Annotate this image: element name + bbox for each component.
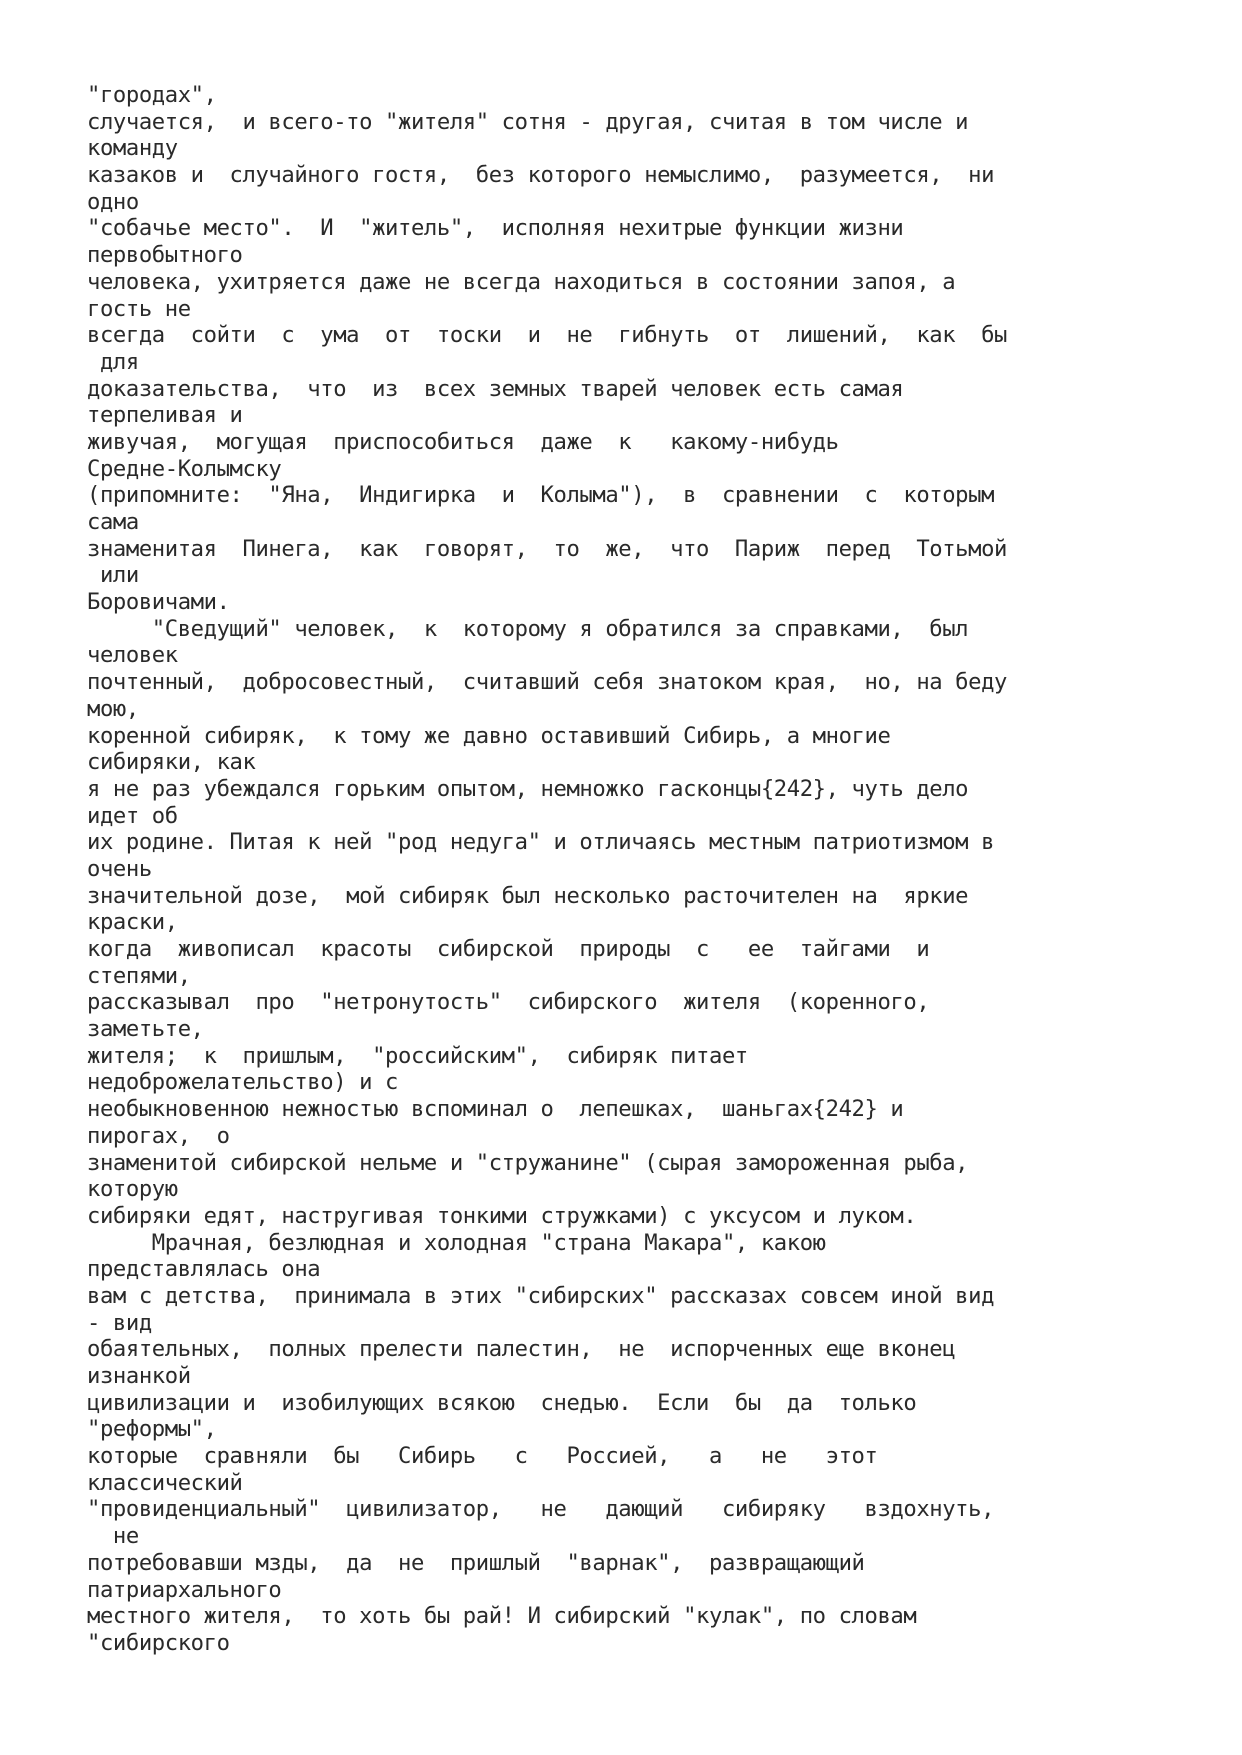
text-line: заметьте, [87, 1016, 204, 1043]
document-text [87, 82, 1207, 1657]
text-line: мою, [87, 695, 139, 722]
text-line: всегда сойти с ума от тоски и не гибнуть от лишений, как бы [87, 322, 1008, 349]
text-line: человек [87, 642, 178, 669]
text-line: вам с детства, принимала в этих "сибирских" рассказах совсем иной вид [87, 1282, 995, 1309]
text-line: степями, [87, 962, 191, 989]
text-line: идет об [87, 802, 178, 829]
text-line: одно [87, 188, 139, 215]
text-line: очень [87, 855, 152, 882]
text-line: необыкновенною нежностью вспоминал о лепешках, шаньгах{242} и [87, 1096, 904, 1123]
text-line: гость не [87, 295, 191, 322]
text-line: патриархального [87, 1576, 282, 1603]
text-line: казаков и случайного гостя, без которого немыслимо, разумеется, ни [87, 162, 995, 189]
text-line: "сибирского [87, 1629, 230, 1656]
text-line: жителя; к пришлым, "российским", сибиряк питает [87, 1042, 748, 1069]
text-line: живучая, могущая приспособиться даже к какому-нибудь [87, 428, 839, 455]
text-line: классический [87, 1469, 243, 1496]
text-line: терпеливая и [87, 402, 243, 429]
text-line: сибиряки, как [87, 749, 256, 776]
text-line: для [87, 348, 139, 375]
text-line: рассказывал про "нетронутость" сибирского жителя (коренного, [87, 989, 930, 1016]
text-line: изнанкой [87, 1363, 191, 1389]
text-line: знаменитая Пинега, как говорят, то же, что Париж перед Тотьмой [87, 535, 1008, 562]
text-line: почтенный, добросовестный, считавший себя знатоком края, но, на беду [87, 669, 1008, 696]
text-line: случается, и всего-то "жителя" сотня - другая, считая в том числе и [87, 108, 969, 135]
text-line: потребовавши мзды, да не пришлый "варнак", развращающий [87, 1549, 865, 1576]
text-line: коренной сибиряк, к тому же давно оставивший Сибирь, а многие [87, 722, 891, 749]
text-line: сама [87, 509, 139, 535]
text-line: Средне-Колымску [87, 455, 282, 482]
text-line: Мрачная, безлюдная и холодная "страна Макара", какою [87, 1229, 826, 1256]
text-line: Боровичами. [87, 589, 230, 616]
text-line: - вид [87, 1309, 152, 1336]
text-line: команду [87, 135, 178, 162]
text-line: "реформы", [87, 1416, 217, 1443]
text-line: значительной дозе, мой сибиряк был несколько расточителен на яркие [87, 882, 969, 909]
text-line: я не раз убеждался горьким опытом, немножко гасконцы{242}, чуть дело [87, 775, 969, 802]
text-line: цивилизации и изобилующих всякою снедью. Если бы да только [87, 1389, 917, 1416]
text-line: когда живописал красоты сибирской природы с ее тайгами и [87, 936, 930, 962]
text-line: "провиденциальный" цивилизатор, не дающий сибиряку вздохнуть, [87, 1496, 995, 1523]
text-line: "собачье место". И "житель", исполняя нехитрые функции жизни [87, 215, 904, 242]
text-line: сибиряки едят, настругивая тонкими стружками) с уксусом и луком. [87, 1202, 917, 1229]
text-line: "Сведущий" человек, к которому я обратился за справками, был [87, 615, 969, 642]
text-line: или [87, 562, 139, 589]
text-line: краски, [87, 909, 178, 936]
text-line: (припомните: "Яна, Индигирка и Колыма"), в сравнении с которым [87, 482, 995, 509]
text-line: их родине. Питая к ней "род недуга" и отличаясь местным патриотизмом в [87, 829, 995, 856]
text-line: местного жителя, то хоть бы рай! И сибирский "кулак", по словам [87, 1603, 917, 1630]
text-line: пирогах, о [87, 1122, 230, 1149]
text-line: обаятельных, полных прелести палестин, не испорченных еще вконец [87, 1336, 956, 1363]
text-line: первобытного [87, 242, 243, 269]
text-line: которую [87, 1176, 178, 1203]
text-line: не [87, 1523, 139, 1550]
text-line: недоброжелательство) и с [87, 1069, 398, 1096]
text-line: "городах", [87, 82, 217, 108]
text-line: человека, ухитряется даже не всегда находиться в состоянии запоя, а [87, 268, 956, 295]
text-line: представлялась она [87, 1256, 321, 1283]
text-line: знаменитой сибирской нельме и "стружанине" (сырая замороженная рыба, [87, 1149, 969, 1176]
text-line: доказательства, что из всех земных тварей человек есть самая [87, 375, 904, 402]
text-line: которые сравняли бы Сибирь с Россией, а не этот [87, 1443, 878, 1470]
